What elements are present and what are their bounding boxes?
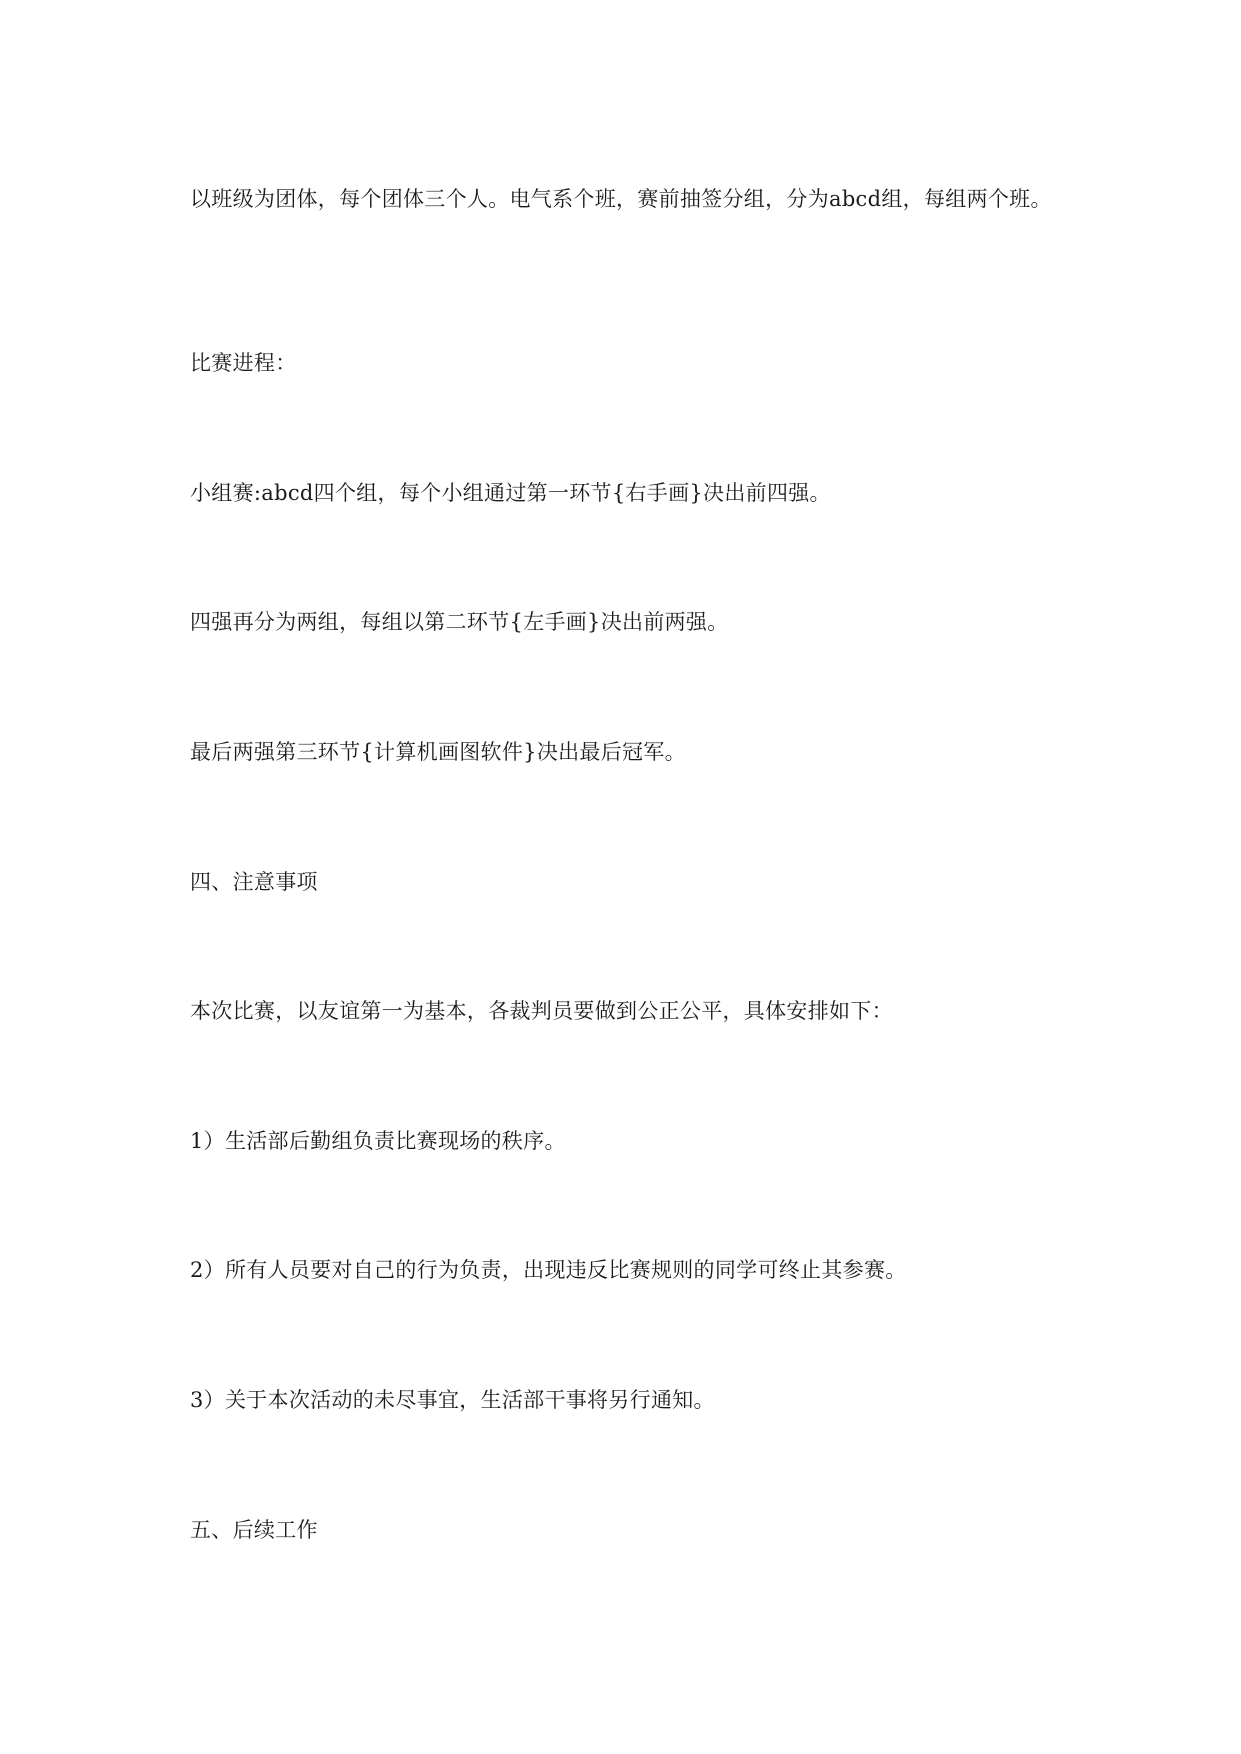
list-item-1: 1）生活部后勤组负责比赛现场的秩序。 bbox=[190, 1129, 566, 1153]
paragraph-group-stage: 小组赛:abcd四个组，每个小组通过第一环节{右手画}决出前四强。 bbox=[190, 481, 831, 505]
paragraph-top-four-stage: 四强再分为两组，每组以第二环节{左手画}决出前两强。 bbox=[190, 610, 729, 634]
paragraph-final-stage: 最后两强第三环节{计算机画图软件}决出最后冠军。 bbox=[190, 740, 686, 764]
section-heading-notes: 四、注意事项 bbox=[190, 870, 318, 894]
list-item-3: 3）关于本次活动的未尽事宜，生活部干事将另行通知。 bbox=[190, 1388, 715, 1412]
paragraph-competition-process-heading: 比赛进程： bbox=[190, 351, 297, 375]
paragraph-team-composition: 以班级为团体，每个团体三个人。电气系个班，赛前抽签分组，分为abcd组，每组两个班。 bbox=[190, 187, 1052, 211]
section-heading-follow-up: 五、后续工作 bbox=[190, 1518, 318, 1542]
list-item-2: 2）所有人员要对自己的行为负责，出现违反比赛规则的同学可终止其参赛。 bbox=[190, 1258, 907, 1282]
paragraph-notes-intro: 本次比赛，以友谊第一为基本，各裁判员要做到公正公平，具体安排如下： bbox=[190, 999, 893, 1023]
